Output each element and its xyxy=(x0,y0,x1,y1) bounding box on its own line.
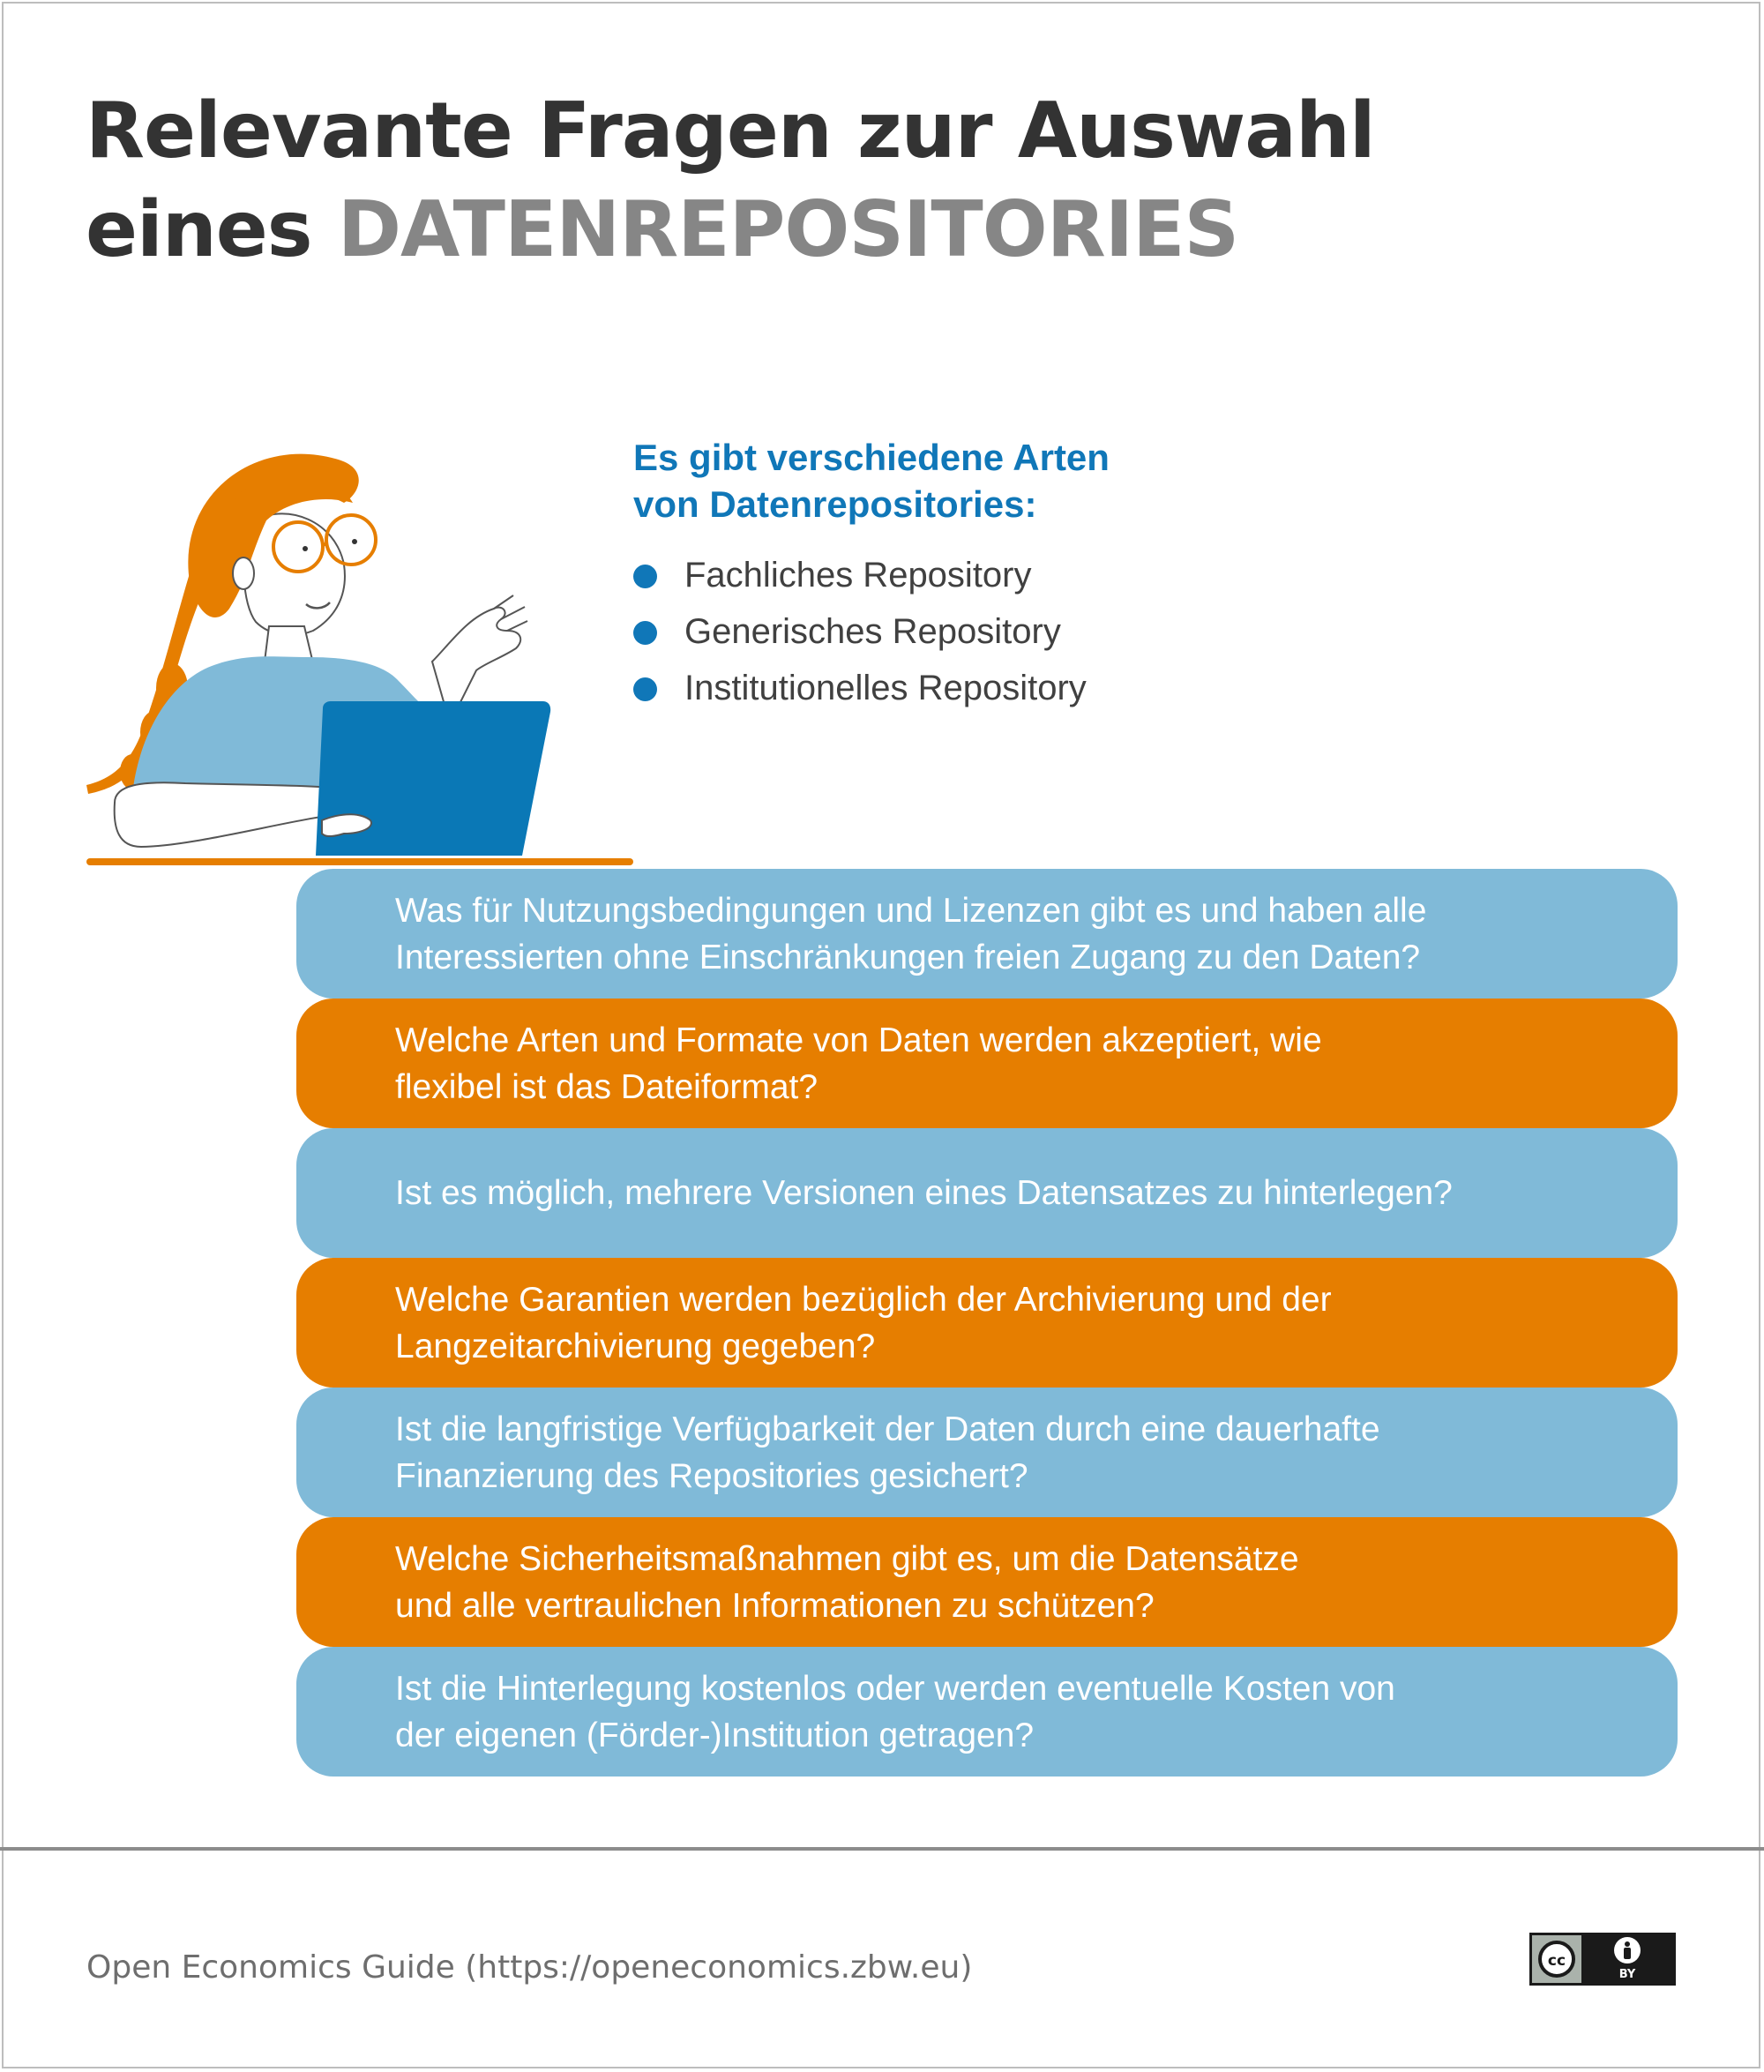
cc-icon xyxy=(1532,1935,1581,1983)
footer-divider xyxy=(0,1847,1764,1851)
question-line-1: Ist es möglich, mehrere Versionen eines Datensatzes zu hinterlegen? xyxy=(395,1174,1453,1212)
repository-type-label: Generisches Repository xyxy=(684,612,1061,651)
attribution-icon xyxy=(1581,1935,1673,1971)
repository-type-item xyxy=(633,547,1110,603)
repository-type-label: Fachliches Repository xyxy=(684,556,1032,595)
title-line-2-prefix: eines xyxy=(86,184,338,274)
repository-types-heading-line-1: Es gibt verschiedene Arten xyxy=(633,437,1110,478)
bullet-icon xyxy=(633,677,657,701)
question-text xyxy=(395,1406,1380,1500)
question-card xyxy=(296,869,1678,999)
repository-type-item xyxy=(633,660,1110,716)
title-line-2-accent: DATENREPOSITORIES xyxy=(337,184,1239,274)
question-line-2: Finanzierung des Repositories gesichert? xyxy=(395,1456,1028,1495)
repository-type-label: Institutionelles Repository xyxy=(684,669,1087,707)
question-text xyxy=(395,887,1426,981)
bullet-icon xyxy=(633,565,657,588)
question-text xyxy=(395,1276,1332,1370)
question-card xyxy=(296,1517,1678,1647)
bullet-icon xyxy=(633,621,657,645)
question-line-1: Welche Sicherheitsmaßnahmen gibt es, um die Datensätze xyxy=(395,1539,1299,1578)
question-text xyxy=(395,1536,1299,1629)
question-line-1: Welche Arten und Formate von Daten werden akzeptiert, wie xyxy=(395,1021,1322,1059)
repository-type-item xyxy=(633,603,1110,660)
cc-by-section xyxy=(1581,1935,1673,1983)
question-line-2: flexibel ist das Dateiformat? xyxy=(395,1067,818,1106)
question-card xyxy=(296,1258,1678,1388)
question-text xyxy=(395,1017,1322,1111)
question-line-2: Langzeitarchivierung gegeben? xyxy=(395,1327,876,1365)
footer-source: Open Economics Guide (https://openeconomics.zbw.eu) xyxy=(86,1949,973,1986)
question-line-1: Was für Nutzungsbedingungen und Lizenzen gibt es und haben alle xyxy=(395,891,1427,930)
cc-by-license-badge[interactable] xyxy=(1529,1933,1676,1986)
question-card xyxy=(296,1647,1678,1777)
question-line-2: und alle vertraulichen Informationen zu schützen? xyxy=(395,1586,1155,1625)
question-line-2: der eigenen (Förder-)Institution getragen? xyxy=(395,1716,1035,1754)
question-text xyxy=(395,1170,1453,1216)
svg-text:cc: cc xyxy=(1547,1952,1566,1970)
question-line-1: Welche Garantien werden bezüglich der Archivierung und der xyxy=(395,1280,1332,1319)
page-title xyxy=(86,81,1375,279)
repository-types-heading-line-2: von Datenrepositories: xyxy=(633,483,1037,525)
license-by-label: BY xyxy=(1618,1968,1636,1981)
repository-types-heading xyxy=(633,434,1110,527)
repository-types xyxy=(633,434,1110,716)
question-line-1: Ist die Hinterlegung kostenlos oder werden eventuelle Kosten von xyxy=(395,1669,1395,1708)
question-card xyxy=(296,1388,1678,1517)
question-card xyxy=(296,999,1678,1128)
title-line-1: Relevante Fragen zur Auswahl xyxy=(86,86,1375,176)
question-list xyxy=(296,869,1678,1777)
question-line-2: Interessierten ohne Einschränkungen freien Zugang zu den Daten? xyxy=(395,938,1421,976)
question-text xyxy=(395,1665,1395,1759)
woman-with-laptop-illustration xyxy=(79,432,644,873)
question-card xyxy=(296,1128,1678,1258)
question-line-1: Ist die langfristige Verfügbarkeit der Daten durch eine dauerhafte xyxy=(395,1410,1380,1448)
